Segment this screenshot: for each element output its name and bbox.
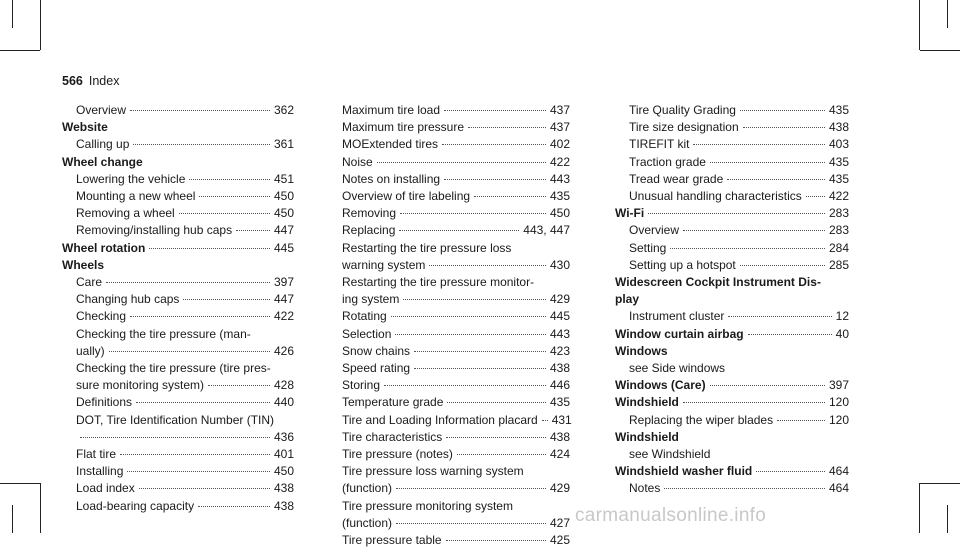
dot-leader (457, 454, 546, 455)
index-entry-page: 464 (828, 464, 849, 479)
dot-leader (80, 437, 270, 438)
index-entry-page: 435 (549, 395, 570, 410)
dot-leader (183, 299, 270, 300)
index-entry-page: 437 (549, 103, 570, 117)
index-entry-label: Lowering the vehicle (76, 171, 186, 186)
dot-leader (377, 162, 546, 163)
dot-leader (728, 316, 831, 317)
index-entry-label: Notes (629, 481, 661, 496)
index-entry (342, 377, 570, 394)
index-entry-label: Checking (76, 309, 127, 324)
index-entry-label: Tread wear grade (629, 171, 724, 186)
index-entry-label: Rotating (342, 309, 387, 324)
crop-mark-tr-h (920, 50, 960, 51)
index-entry-label: Windows (Care) (615, 378, 706, 393)
index-entry-page: 435 (828, 171, 849, 186)
index-entry-page: 464 (828, 481, 849, 496)
index-entry (615, 326, 849, 343)
index-entry-label: Instrument cluster (629, 309, 725, 324)
dot-leader (396, 488, 546, 489)
dot-leader (139, 488, 270, 489)
dot-leader (429, 265, 546, 266)
dot-leader (468, 127, 546, 128)
index-entry (62, 429, 294, 446)
index-entry-page: 397 (828, 378, 849, 393)
index-entry-page: 361 (273, 137, 294, 152)
crop-mark-br-v (919, 483, 920, 533)
index-entry-label: Tire pressure (notes) (342, 447, 453, 462)
index-entry-page: 426 (273, 343, 294, 358)
index-entry-label: Calling up (76, 137, 130, 152)
dot-leader (756, 471, 825, 472)
index-entry-page: 451 (273, 171, 294, 186)
index-entry-label: (function) (342, 481, 393, 496)
crop-mark-bl-v2 (12, 505, 13, 533)
index-entry (615, 377, 849, 394)
index-entry-page: 283 (828, 223, 849, 238)
dot-leader (670, 248, 825, 249)
index-entry-page: 450 (549, 206, 570, 221)
dot-leader (414, 351, 546, 352)
dot-leader (120, 454, 270, 455)
index-entry-page: 436 (273, 429, 294, 444)
index-column-1 (62, 102, 294, 515)
index-entry (342, 480, 570, 497)
index-entry (615, 154, 849, 171)
dot-leader (403, 299, 546, 300)
index-entry (62, 377, 294, 394)
index-entry-label: Removing (342, 206, 397, 221)
index-line: DOT, Tire Identification Number (TIN) (76, 412, 275, 427)
dot-leader (442, 144, 546, 145)
index-entry-page: 438 (549, 361, 570, 376)
index-entry-page: 431 (551, 412, 572, 427)
index-entry-label: Unusual handling characteristics (629, 189, 802, 204)
index-entry-page: 438 (273, 498, 294, 513)
index-entry-page: 40 (835, 326, 849, 341)
index-entry (62, 480, 294, 497)
index-entry-label: Tire Quality Grading (629, 103, 736, 117)
index-entry (62, 498, 294, 515)
index-entry (342, 136, 570, 153)
index-entry-label: Wheel rotation (62, 240, 146, 255)
index-entry-page: 423 (549, 343, 570, 358)
index-entry-page: 427 (549, 515, 570, 530)
dot-leader (208, 385, 270, 386)
index-heading: Windows (615, 343, 668, 358)
dot-leader (710, 162, 825, 163)
index-entry (342, 394, 570, 411)
dot-leader (396, 523, 546, 524)
index-line: Checking the tire pressure (man- (76, 326, 251, 341)
index-entry-label: Load index (76, 481, 135, 496)
crop-mark-tr-v2 (947, 0, 948, 28)
crop-mark-tl-h (0, 50, 40, 51)
index-entry (62, 205, 294, 222)
dot-leader (149, 248, 270, 249)
index-entry (342, 326, 570, 343)
index-entry-label: Load-bearing capacity (76, 498, 195, 513)
index-entry (615, 394, 849, 411)
index-entry-label: Tire size designation (629, 120, 739, 135)
index-entry-page: 450 (273, 189, 294, 204)
index-entry (342, 171, 570, 188)
index-entry-page: 422 (549, 154, 570, 169)
dot-leader (444, 179, 546, 180)
dot-leader (542, 420, 548, 421)
index-entry-label: Windshield washer fluid (615, 464, 753, 479)
index-entry-page: 443, 447 (523, 223, 570, 238)
index-entry-page: 447 (273, 223, 294, 238)
index-entry (62, 394, 294, 411)
index-entry-page: 438 (828, 120, 849, 135)
index-line: Restarting the tire pressure loss (342, 240, 512, 255)
index-entry (62, 274, 294, 291)
index-entry-label: Overview (76, 103, 127, 117)
index-entry-page: 428 (273, 378, 294, 393)
index-heading: Wheels (62, 257, 105, 272)
index-column-3 (615, 102, 849, 498)
dot-leader (683, 402, 825, 403)
index-entry-label: warning system (342, 257, 426, 272)
index-entry (342, 188, 570, 205)
index-entry-page: 120 (828, 395, 849, 410)
dot-leader (130, 316, 270, 317)
dot-leader (400, 213, 546, 214)
dot-leader (740, 110, 825, 111)
dot-leader (130, 110, 270, 111)
dot-leader (693, 144, 825, 145)
index-column-2 (342, 102, 570, 549)
index-entry-label: Tire and Loading Information placard (342, 412, 538, 427)
dot-leader (109, 351, 270, 352)
index-entry-label: Speed rating (342, 361, 411, 376)
index-entry (62, 463, 294, 480)
dot-leader (474, 196, 546, 197)
page-number: 566 (62, 74, 83, 88)
dot-leader (727, 179, 825, 180)
page-title: Index (88, 74, 120, 88)
index-entry (342, 119, 570, 136)
index-entry (615, 171, 849, 188)
index-entry (615, 463, 849, 480)
index-entry (615, 136, 849, 153)
index-entry (342, 257, 570, 274)
index-entry-page: 120 (828, 412, 849, 427)
index-entry-label: Storing (342, 378, 381, 393)
index-entry (342, 429, 570, 446)
index-entry-page: 12 (835, 309, 849, 324)
index-entry-label: Traction grade (629, 154, 706, 169)
index-entry-label: Noise (342, 154, 373, 169)
index-entry-label: sure monitoring system) (76, 378, 205, 393)
index-entry (62, 343, 294, 360)
index-entry (342, 446, 570, 463)
index-entry-page: 422 (828, 189, 849, 204)
index-entry-page: 425 (549, 533, 570, 548)
index-entry-page: 438 (549, 429, 570, 444)
index-entry (342, 308, 570, 325)
index-entry-label: Window curtain airbag (615, 326, 744, 341)
index-entry (62, 136, 294, 153)
index-entry-page: 446 (549, 378, 570, 393)
dot-leader (179, 213, 270, 214)
index-entry (342, 154, 570, 171)
index-entry-page: 443 (549, 171, 570, 186)
index-entry-label: Snow chains (342, 343, 411, 358)
index-entry (62, 446, 294, 463)
index-entry-page: 422 (273, 309, 294, 324)
index-line: Checking the tire pressure (tire pres- (76, 361, 271, 376)
dot-leader (806, 196, 825, 197)
dot-leader (777, 420, 825, 421)
index-entry (342, 222, 570, 239)
crop-mark-tl-v (40, 0, 41, 50)
index-entry-label: Replacing (342, 223, 396, 238)
dot-leader (199, 196, 270, 197)
dot-leader (447, 402, 546, 403)
index-entry-page: 284 (828, 240, 849, 255)
index-entry-label: Maximum tire pressure (342, 120, 465, 135)
index-entry (342, 102, 570, 119)
index-line: see Windshield (629, 447, 711, 462)
crop-mark-br-v2 (947, 505, 948, 533)
crop-mark-bl-v (40, 483, 41, 533)
index-entry (615, 308, 849, 325)
index-entry-page: 430 (549, 257, 570, 272)
index-entry (342, 343, 570, 360)
index-entry (342, 515, 570, 532)
index-heading: Website (62, 120, 108, 135)
index-entry-page: 283 (828, 206, 849, 221)
index-entry-page: 362 (273, 103, 294, 117)
index-line: see Side windows (629, 361, 726, 376)
index-entry-label: Maximum tire load (342, 103, 441, 117)
index-heading: Windshield (615, 429, 679, 444)
dot-leader (710, 385, 825, 386)
index-entry-label: Setting up a hotspot (629, 257, 736, 272)
index-entry-label: Mounting a new wheel (76, 189, 196, 204)
index-line: Tire pressure loss warning system (342, 464, 524, 479)
crop-mark-br-h (920, 483, 960, 484)
index-entry-page: 285 (828, 257, 849, 272)
index-entry-label: Tire characteristics (342, 429, 443, 444)
index-entry-label: Wi-Fi (615, 206, 645, 221)
index-entry (342, 360, 570, 377)
index-entry (62, 171, 294, 188)
index-entry (615, 240, 849, 257)
index-entry-label: Overview (629, 223, 680, 238)
crop-mark-tl-v2 (12, 0, 13, 28)
index-entry-label: Selection (342, 326, 392, 341)
index-entry-page: 438 (273, 481, 294, 496)
dot-leader (446, 437, 546, 438)
dot-leader (683, 230, 825, 231)
index-entry-label: Windshield (615, 395, 679, 410)
dot-leader (446, 540, 546, 541)
index-entry (342, 412, 570, 429)
page-header (62, 74, 119, 88)
index-entry-label: Temperature grade (342, 395, 444, 410)
dot-leader (664, 488, 825, 489)
index-entry-label: Removing a wheel (76, 206, 175, 221)
index-entry-label: ually) (76, 343, 105, 358)
index-line: Restarting the tire pressure monitor- (342, 275, 535, 290)
dot-leader (384, 385, 546, 386)
index-entry-page: 403 (828, 137, 849, 152)
index-entry-label: Overview of tire labeling (342, 189, 471, 204)
index-entry-page: 450 (273, 206, 294, 221)
index-entry-page: 401 (273, 447, 294, 462)
index-entry (62, 222, 294, 239)
index-entry (615, 257, 849, 274)
index-entry (615, 480, 849, 497)
index-entry-label: Definitions (76, 395, 133, 410)
dot-leader (740, 265, 825, 266)
index-entry-label: TIREFIT kit (629, 137, 690, 152)
index-entry-page: 435 (828, 103, 849, 117)
index-entry-label: Tire pressure table (342, 533, 442, 548)
index-entry (615, 119, 849, 136)
index-entry-label: Changing hub caps (76, 292, 180, 307)
index-entry (62, 308, 294, 325)
index-entry (615, 205, 849, 222)
index-heading: Wheel change (62, 154, 143, 169)
index-entry-page: 397 (273, 275, 294, 290)
index-entry-label: MOExtended tires (342, 137, 439, 152)
index-entry-page: 435 (828, 154, 849, 169)
index-entry-page: 437 (549, 120, 570, 135)
dot-leader (395, 334, 546, 335)
index-entry (615, 412, 849, 429)
index-entry-label: ing system (342, 292, 400, 307)
index-entry-label: (function) (342, 515, 393, 530)
crop-mark-bl-h (0, 483, 40, 484)
dot-leader (189, 179, 270, 180)
dot-leader (127, 471, 270, 472)
index-entry-page: 443 (549, 326, 570, 341)
dot-leader (198, 506, 270, 507)
index-entry-label: Setting (629, 240, 667, 255)
index-entry (62, 188, 294, 205)
index-entry-label: Flat tire (76, 447, 117, 462)
index-entry-label: Replacing the wiper blades (629, 412, 774, 427)
index-entry (62, 102, 294, 119)
dot-leader (444, 110, 546, 111)
index-entry-page: 429 (549, 481, 570, 496)
crop-mark-tr-v (919, 0, 920, 50)
dot-leader (136, 402, 270, 403)
index-entry-page: 440 (273, 395, 294, 410)
dot-leader (236, 230, 270, 231)
dot-leader (133, 144, 270, 145)
index-entry-page: 435 (549, 189, 570, 204)
index-entry-page: 429 (549, 292, 570, 307)
dot-leader (648, 213, 825, 214)
dot-leader (743, 127, 825, 128)
index-entry (615, 222, 849, 239)
index-entry (615, 188, 849, 205)
index-entry (342, 205, 570, 222)
index-entry (62, 291, 294, 308)
index-entry-page: 450 (273, 464, 294, 479)
watermark: carmanualsonline.info (575, 505, 767, 526)
dot-leader (399, 230, 519, 231)
index-entry-page: 445 (273, 240, 294, 255)
index-entry-page: 445 (549, 309, 570, 324)
index-heading: Widescreen Cockpit Instrument Dis- (615, 275, 821, 290)
dot-leader (391, 316, 546, 317)
index-entry (615, 102, 849, 119)
index-line: Tire pressure monitoring system (342, 498, 513, 513)
index-entry-label: Installing (76, 464, 124, 479)
index-entry (62, 240, 294, 257)
dot-leader (106, 282, 270, 283)
index-entry-label: Removing/installing hub caps (76, 223, 233, 238)
index-entry (342, 291, 570, 308)
dot-leader (414, 368, 546, 369)
index-entry-page: 447 (273, 292, 294, 307)
dot-leader (748, 334, 832, 335)
index-entry-page: 402 (549, 137, 570, 152)
index-entry (342, 532, 570, 549)
index-entry-page: 424 (549, 447, 570, 462)
index-entry-label: Care (76, 275, 103, 290)
index-entry-label: Notes on installing (342, 171, 441, 186)
index-heading: play (615, 292, 640, 307)
